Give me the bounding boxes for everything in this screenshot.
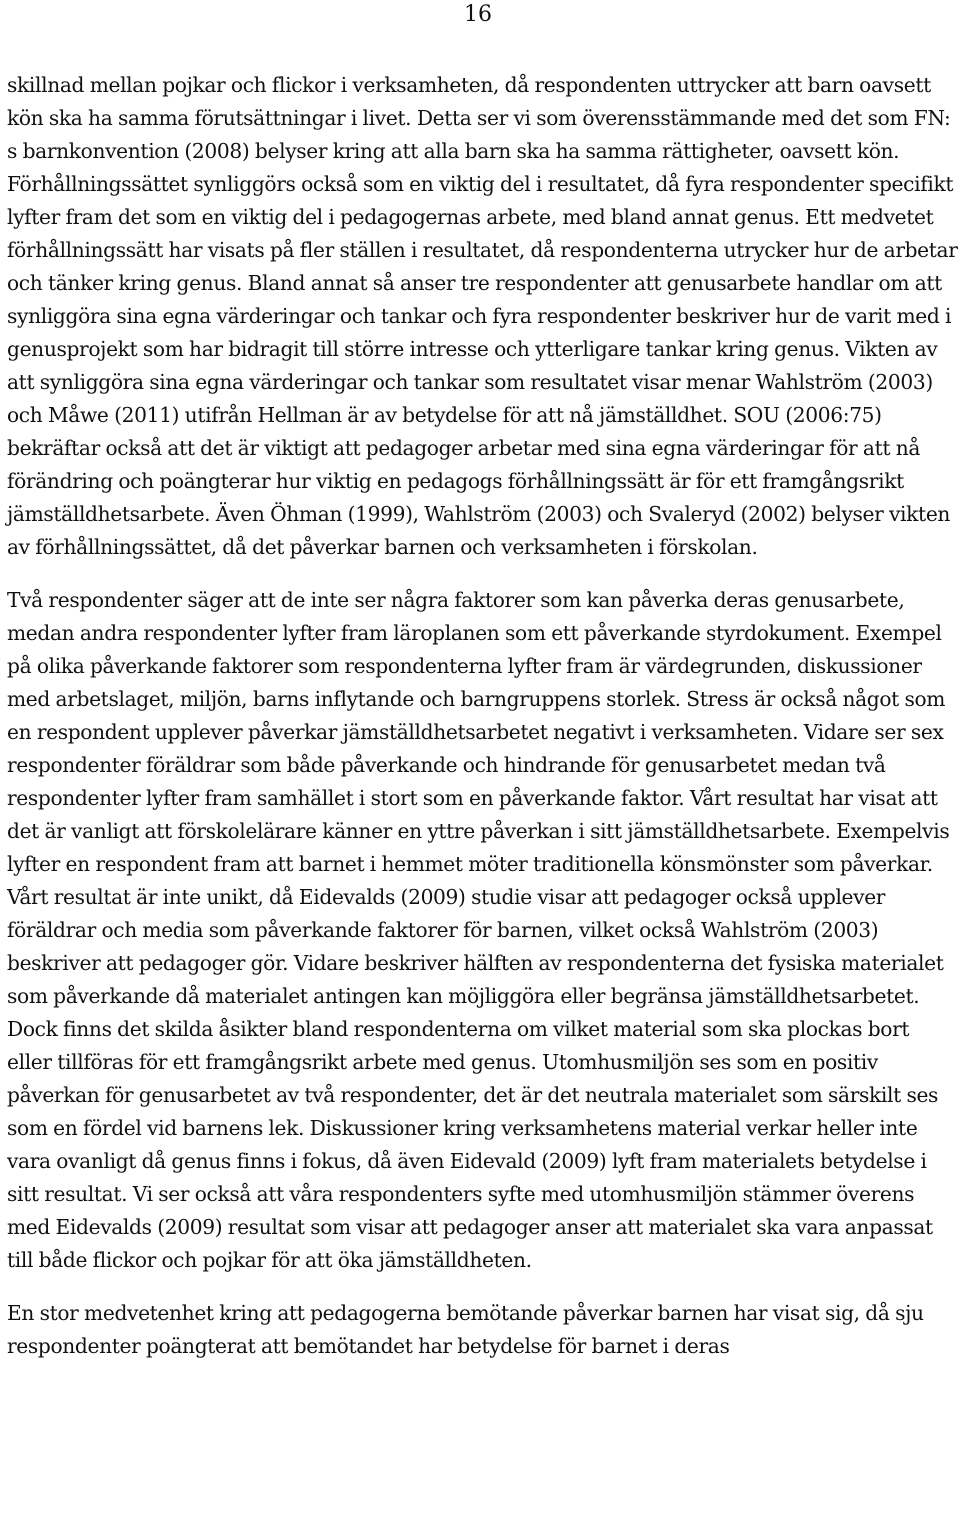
- paragraph-2: Två respondenter säger att de inte ser några faktorer som kan påverka deras genusarbete, medan andra respondenter lyfter fram läroplanen som ett påverkande styrdokument. Exempel på olika påverkande faktorer som respondenterna lyfter fram är värdegrunden, diskussioner med arbetslaget, miljön, barns inflytande och barngruppens storlek. Stress är också något som en respondent upplever påverkar jämställdhetsarbetet negativt i verksamheten. Vidare ser sex respondenter föräldrar som både påverkande och hindrande för genusarbetet medan två respondenter lyfter fram samhället i stort som en påverkande faktor. Vårt resultat har visat att det är vanligt att förskolelärare känner en yttre påverkan i sitt jämställdhetsarbete. Exempelvis lyfter en respondent fram att barnet i hemmet möter traditionella könsmönster som påverkar. Vårt resultat är inte unikt, då Eidevalds (2009) studie visar att pedagoger också upplever föräldrar och media som påverkande faktorer för barnen, vilket också Wahlström (2003) beskriver att pedagoger gör. Vidare beskriver hälften av respondenterna det fysiska materialet som påverkande då materialet antingen kan möjliggöra eller begränsa jämställdhetsarbetet. Dock finns det skilda åsikter bland respondenterna om vilket material som ska plockas bort eller tillföras för ett framgångsrikt arbete med genus. Utomhusmiljön ses som en positiv påverkan för genusarbetet av två respondenter, det är det neutrala materialet som särskilt ses som en fördel vid barnens lek. Diskussioner kring verksamhetens material verkar heller inte vara ovanligt då genus finns i fokus, då även Eidevald (2009) lyft fram materialets betydelse i sitt resultat. Vi ser också att våra respondenters syfte med utomhusmiljön stämmer överens med Eidevalds (2009) resultat som visar att pedagoger anser att materialet ska vara anpassat till både flickor och pojkar för att öka jämställdheten.: [7, 588, 950, 1272]
- body-text: [7, 69, 959, 1363]
- paragraph-1: skillnad mellan pojkar och flickor i verksamheten, då respondenten uttrycker att barn oavsett kön ska ha samma förutsättningar i livet. Detta ser vi som överensstämmande med det som FN: s barnkonvention (2008) belyser kring att alla barn ska ha samma rättigheter, oavsett kön. Förhållningssättet synliggörs också som en viktig del i resultatet, då fyra respondenter specifikt lyfter fram det som en viktig del i pedagogernas arbete, med bland annat genus. Ett medvetet förhållningssätt har visats på fler ställen i resultatet, då respondenterna utrycker hur de arbetar och tänker kring genus. Bland annat så anser tre respondenter att genusarbete handlar om att synliggöra sina egna värderingar och tankar och fyra respondenter beskriver hur de varit med i genusprojekt som har bidragit till större intresse och ytterligare tankar kring genus. Vikten av att synliggöra sina egna värderingar och tankar som resultatet visar menar Wahlström (2003) och Måwe (2011) utifrån Hellman är av betydelse för att nå jämställdhet. SOU (2006:75) bekräftar också att det är viktigt att pedagoger arbetar med sina egna värderingar för att nå förändring och poängterar hur viktig en pedagogs förhållningssätt är för ett framgångsrikt jämställdhetsarbete. Även Öhman (1999), Wahlström (2003) och Svaleryd (2002) belyser vikten av förhållningssättet, då det påverkar barnen och verksamheten i förskolan.: [7, 73, 958, 559]
- paragraph-3: En stor medvetenhet kring att pedagogerna bemötande påverkar barnen har visat sig, då sju respondenter poängterat att bemötandet har betydelse för barnet i deras: [7, 1301, 924, 1358]
- page-number: 16: [464, 2, 492, 27]
